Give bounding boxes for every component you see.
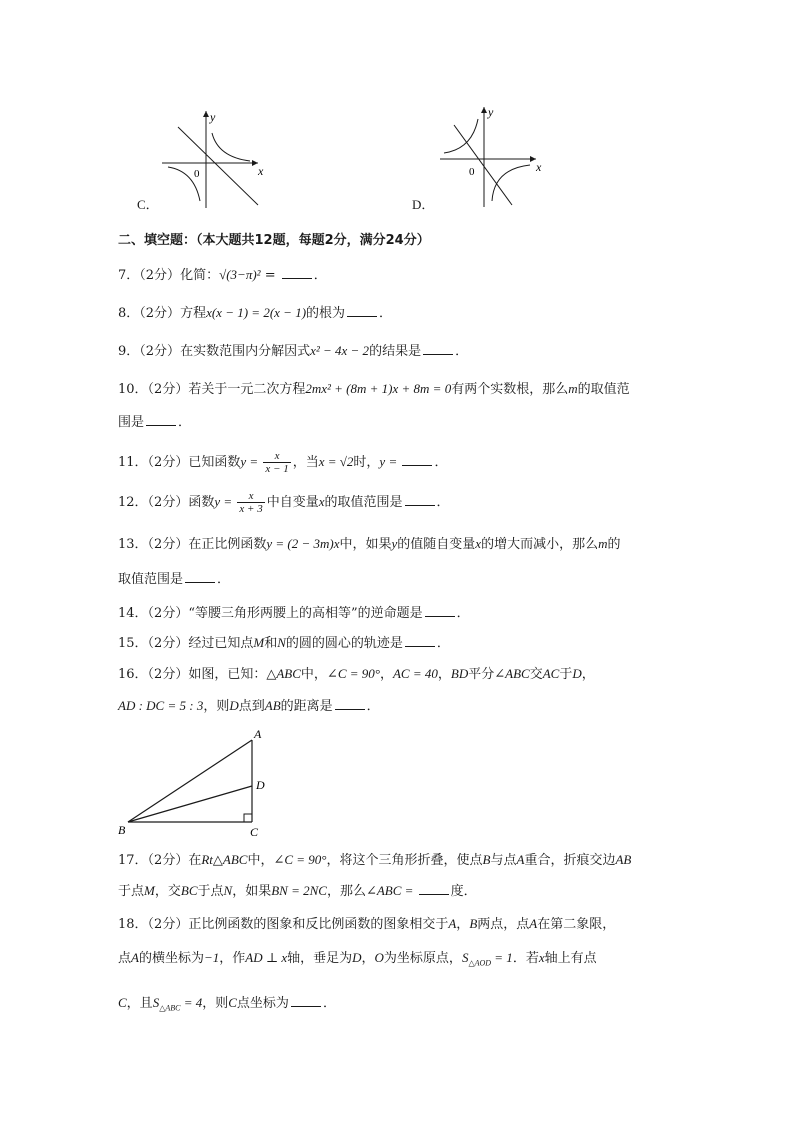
q11-fraction: $\frac{x}{x - 1}$: [265, 450, 289, 475]
question-7: 7．（2分）化简：√(3−π)² = ．: [118, 267, 327, 283]
q12-fraction: $\frac{x}{x + 3}$: [239, 490, 263, 515]
answer-blank: [405, 495, 435, 506]
q8-expression: x(x − 1) = 2(x − 1): [206, 305, 307, 320]
axis-x-label: x: [258, 164, 264, 178]
q13-expression: y = (2 − 3m)x: [266, 536, 340, 551]
question-14: 14．（2分）“等腰三角形两腰上的高相等”的逆命题是 ．: [118, 606, 470, 621]
question-12: 12．（2分）函数y = $\frac{x}{x + 3}$ 中自变量x的取值范围是 ．: [118, 490, 450, 515]
question-16-line-2: AD : DC = 5 : 3，则D点到AB的距离是 ．: [118, 698, 380, 714]
vertex-c-label: C: [250, 825, 259, 839]
option-c-label: C．: [137, 197, 159, 212]
question-16: 16．（2分）如图，已知：△ABC中，∠C = 90°，AC = 40，BD平分∠ABC交AC于D，: [118, 666, 595, 682]
axis-y-label: y: [488, 105, 494, 119]
option-c-graph: [140, 105, 280, 210]
origin-label: 0: [469, 166, 475, 178]
question-15: 15．（2分）经过已知点M和N的圆的圆心的轨迹是 ．: [118, 635, 450, 651]
triangle-figure: [116, 724, 276, 840]
option-d-label: D．: [412, 197, 435, 212]
option-d-graph: [432, 103, 562, 210]
vertex-d-label: D: [256, 778, 265, 792]
answer-blank: [291, 996, 321, 1007]
question-17: 17．（2分）在Rt△ABC中，∠C = 90°，将这个三角形折叠，使点B与点A重合，折痕交边AB: [118, 852, 632, 868]
axis-y-label: y: [210, 110, 216, 124]
answer-blank: [335, 699, 365, 710]
answer-blank: [402, 455, 432, 466]
question-13: 13．（2分）在正比例函数y = (2 − 3m)x中，如果y的值随自变量x的增大而减小，那么m的: [118, 536, 621, 552]
answer-blank: [419, 884, 449, 895]
answer-blank: [425, 606, 455, 617]
answer-blank: [146, 415, 176, 426]
vertex-a-label: A: [254, 727, 262, 741]
q10-expression: 2mx² + (8m + 1)x + 8m = 0: [305, 381, 452, 396]
q9-expression: x² − 4x − 2: [310, 343, 370, 358]
question-13-line-2: 取值范围是 ．: [118, 572, 231, 587]
question-18-line-3: C，且$S_{\triangle ABC} = 4$，则C点坐标为 ．: [118, 995, 336, 1013]
question-17-line-2: 于点M，交BC于点N，如果BN = 2NC，那么∠ABC = 度．: [118, 883, 477, 899]
origin-label: 0: [194, 168, 200, 180]
question-18-line-2: 点A的横坐标为−1，作AD ⊥ x轴，垂足为D，O为坐标原点，$S_{\triangle AOD} = 1$．若x轴上有点: [118, 950, 597, 968]
vertex-b-label: B: [118, 823, 126, 837]
answer-blank: [423, 344, 453, 355]
answer-blank: [405, 636, 435, 647]
question-10-line-2: 围是 ．: [118, 415, 192, 430]
question-10: 10．（2分）若关于一元二次方程2mx² + (8m + 1)x + 8m = 0有两个实数根，那么m的取值范: [118, 381, 630, 397]
answer-blank: [347, 306, 377, 317]
answer-blank: [282, 268, 312, 279]
question-18: 18．（2分）正比例函数的图象和反比例函数的图象相交于A，B两点，点A在第二象限，: [118, 916, 616, 932]
question-11: 11．（2分）已知函数y = $\frac{x}{x - 1}$ ，当x = √2时，y = ．: [118, 450, 448, 475]
q7-expression: √(3−π)²: [219, 267, 261, 282]
answer-blank: [185, 572, 215, 583]
question-9: 9．（2分）在实数范围内分解因式x² − 4x − 2的结果是 ．: [118, 343, 469, 359]
question-8: 8．（2分）方程x(x − 1) = 2(x − 1)的根为 ．: [118, 305, 393, 321]
section-title: 二、填空题：（本大题共12题，每题2分，满分24分）: [118, 233, 430, 248]
axis-x-label: x: [536, 160, 542, 174]
